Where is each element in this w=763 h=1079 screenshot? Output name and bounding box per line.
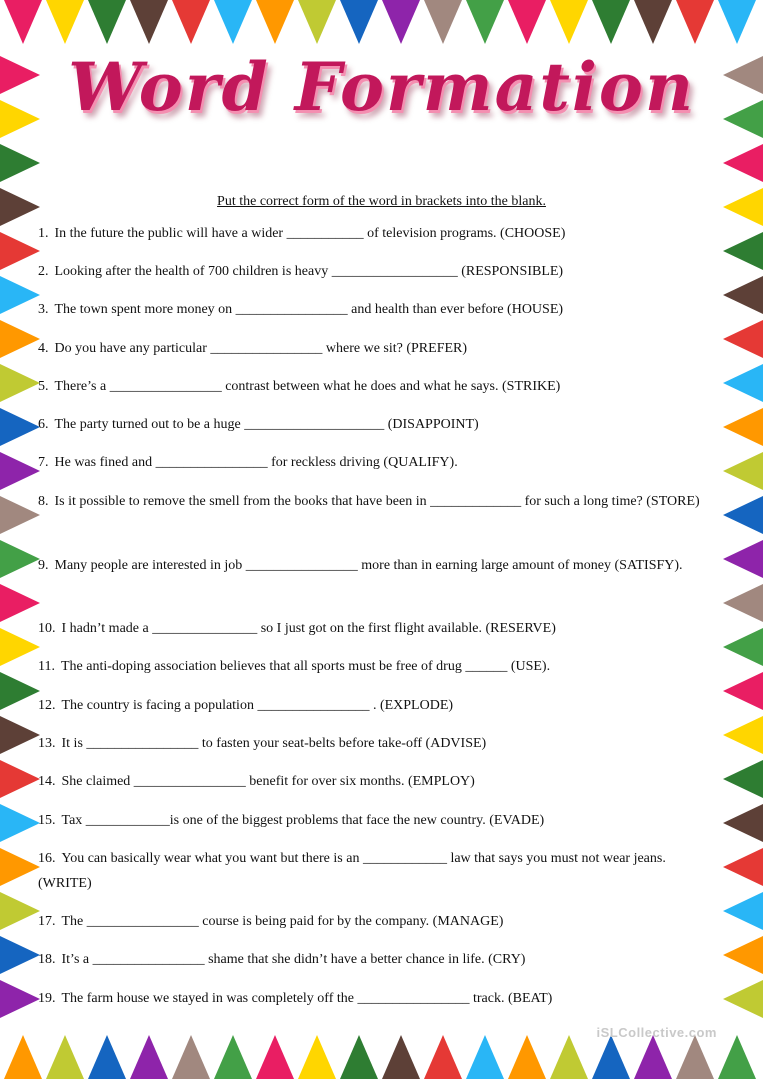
bunting-flag	[508, 1035, 546, 1079]
question-text: The town spent more money on ________________ and health than ever before (HOUSE)	[54, 302, 564, 317]
bunting-flag	[340, 0, 378, 44]
bunting-flag	[592, 0, 630, 44]
bunting-flag	[0, 760, 40, 798]
bunting-flag	[0, 540, 40, 578]
question-number: 3.	[38, 302, 49, 317]
bunting-flag	[256, 1035, 294, 1079]
question-number: 17.	[38, 914, 56, 929]
question-number: 14.	[38, 774, 56, 789]
bunting-flag	[718, 1035, 756, 1079]
bunting-flag	[550, 1035, 588, 1079]
question-text: It’s a ________________ shame that she didn’t have a better chance in life. (CRY)	[61, 952, 526, 967]
question-number: 5.	[38, 379, 49, 394]
bunting-flag	[723, 364, 763, 402]
question-text: Looking after the health of 700 children is heavy __________________ (RESPONSIBLE)	[54, 264, 564, 279]
question-text: Many people are interested in job ________________ more than in earning large amount of money (SATISFY).	[54, 558, 683, 573]
question-text: In the future the public will have a wider ___________ of television programs. (CHOOSE)	[54, 226, 566, 241]
question-text: The farm house we stayed in was completely off the ________________ track. (BEAT)	[61, 991, 553, 1006]
question-number: 16.	[38, 851, 56, 866]
bunting-flag	[214, 0, 252, 44]
question-11	[38, 655, 710, 680]
question-number: 8.	[38, 494, 49, 509]
bunting-flag	[0, 892, 40, 930]
bunting-flag	[88, 0, 126, 44]
bunting-flag	[298, 0, 336, 44]
worksheet-title: Word Formation	[68, 48, 695, 126]
question-text: He was fined and ________________ for reckless driving (QUALIFY).	[54, 455, 458, 470]
question-text: Do you have any particular ________________ where we sit? (PREFER)	[54, 341, 468, 356]
bunting-flag	[256, 0, 294, 44]
question-7	[38, 451, 710, 476]
question-text: The country is facing a population ________________ . (EXPLODE)	[61, 698, 454, 713]
question-13	[38, 732, 710, 757]
bunting-flag	[214, 1035, 252, 1079]
bunting-flag	[424, 1035, 462, 1079]
bunting-flag	[0, 496, 40, 534]
bunting-flag	[723, 716, 763, 754]
question-18	[38, 948, 710, 973]
question-text: Tax ____________is one of the biggest problems that face the new country. (EVADE)	[61, 813, 545, 828]
bunting-flag	[0, 408, 40, 446]
question-17	[38, 910, 710, 935]
bunting-flag	[718, 0, 756, 44]
bunting-flag	[466, 0, 504, 44]
bunting-flag	[0, 980, 40, 1018]
bunting-flag	[382, 0, 420, 44]
bunting-flag	[0, 936, 40, 974]
bunting-flag	[466, 1035, 504, 1079]
bunting-flag	[723, 760, 763, 798]
question-number: 18.	[38, 952, 56, 967]
question-text: The party turned out to be a huge ____________________ (DISAPPOINT)	[54, 417, 479, 432]
bunting-flag	[592, 1035, 630, 1079]
bunting-flag	[0, 232, 40, 270]
question-number: 2.	[38, 264, 49, 279]
question-16	[38, 847, 710, 896]
bunting-flag	[0, 276, 40, 314]
bunting-flag	[676, 1035, 714, 1079]
question-number: 13.	[38, 736, 56, 751]
bunting-flag	[634, 0, 672, 44]
bunting-flag	[723, 936, 763, 974]
bunting-flag	[723, 892, 763, 930]
bunting-flag	[172, 1035, 210, 1079]
question-8	[38, 490, 710, 515]
bunting-flag	[0, 584, 40, 622]
question-9	[38, 554, 710, 579]
bunting-flag	[4, 1035, 42, 1079]
bunting-flag	[0, 628, 40, 666]
bunting-flag	[723, 584, 763, 622]
bunting-flag	[723, 452, 763, 490]
question-4	[38, 337, 710, 362]
question-12	[38, 694, 710, 719]
question-number: 6.	[38, 417, 49, 432]
bunting-flag	[424, 0, 462, 44]
bunting-flag	[723, 980, 763, 1018]
question-text: You can basically wear what you want but there is an ____________ law that says you must not wear jeans.(WRITE)	[38, 851, 666, 891]
bunting-flag	[130, 0, 168, 44]
question-text: The ________________ course is being paid for by the company. (MANAGE)	[61, 914, 504, 929]
question-number: 12.	[38, 698, 56, 713]
question-10	[38, 617, 710, 642]
instruction-text: Put the correct form of the word in brackets into the blank.	[217, 194, 546, 209]
question-14	[38, 770, 710, 795]
bunting-flag	[723, 276, 763, 314]
question-text: There’s a ________________ contrast between what he does and what he says. (STRIKE)	[54, 379, 561, 394]
bunting-flag	[382, 1035, 420, 1079]
bunting-flag	[723, 232, 763, 270]
bunting-flag	[0, 452, 40, 490]
bunting-flag	[88, 1035, 126, 1079]
bunting-flag	[550, 0, 588, 44]
bunting-flag	[723, 496, 763, 534]
question-number: 19.	[38, 991, 56, 1006]
question-text: It is ________________ to fasten your seat-belts before take-off (ADVISE)	[61, 736, 487, 751]
question-text: Is it possible to remove the smell from the books that have been in _____________ for such a long time? (STORE)	[54, 494, 700, 509]
bunting-flag	[723, 804, 763, 842]
bunting-flag	[340, 1035, 378, 1079]
bunting-flag	[723, 848, 763, 886]
question-6	[38, 413, 710, 438]
bunting-flag	[676, 0, 714, 44]
question-number: 10.	[38, 621, 56, 636]
bunting-flag	[0, 804, 40, 842]
question-3	[38, 298, 710, 323]
question-number: 11.	[38, 659, 55, 674]
question-2	[38, 260, 710, 285]
bunting-flag	[0, 364, 40, 402]
question-number: 4.	[38, 341, 49, 356]
bunting-flag	[723, 408, 763, 446]
bunting-flag	[723, 320, 763, 358]
bunting-flag	[130, 1035, 168, 1079]
bunting-flag	[723, 672, 763, 710]
question-text: She claimed ________________ benefit for over six months. (EMPLOY)	[61, 774, 475, 789]
question-number: 15.	[38, 813, 56, 828]
question-1	[38, 222, 710, 247]
bunting-flag	[46, 1035, 84, 1079]
question-number: 9.	[38, 558, 49, 573]
bunting-flag	[0, 716, 40, 754]
bunting-flag	[4, 0, 42, 44]
bunting-flag	[172, 0, 210, 44]
question-5	[38, 375, 710, 400]
bunting-flag	[46, 0, 84, 44]
bunting-flag	[0, 144, 40, 182]
bunting-flag	[723, 144, 763, 182]
question-number: 1.	[38, 226, 49, 241]
bunting-flag	[723, 628, 763, 666]
watermark: iSLCollective.com	[596, 1025, 717, 1040]
question-15	[38, 809, 710, 834]
bunting-flag	[298, 1035, 336, 1079]
bunting-flag	[0, 848, 40, 886]
bunting-flag	[0, 672, 40, 710]
bunting-flag	[634, 1035, 672, 1079]
bunting-flag	[508, 0, 546, 44]
question-number: 7.	[38, 455, 49, 470]
question-text: I hadn’t made a _______________ so I just got on the first flight available. (RESERVE)	[61, 621, 556, 636]
bunting-flag	[0, 320, 40, 358]
question-text: The anti-doping association believes that all sports must be free of drug ______ (USE).	[60, 659, 551, 674]
bunting-flag	[723, 540, 763, 578]
question-19	[38, 987, 710, 1012]
